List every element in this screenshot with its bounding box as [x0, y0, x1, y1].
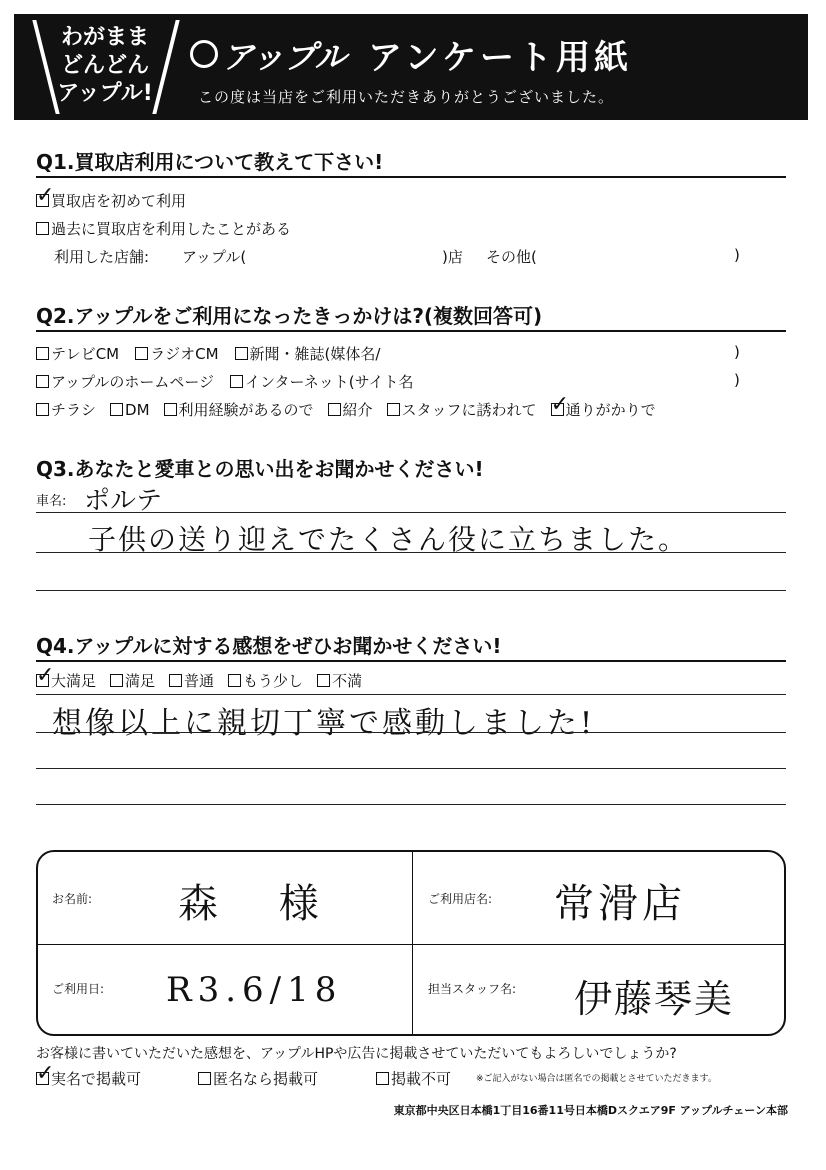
q4-line — [36, 768, 786, 769]
q2-option-label: スタッフに誘われて — [401, 401, 537, 419]
q4-option[interactable] — [36, 672, 96, 690]
info-divider-vertical — [412, 852, 413, 1034]
q2-option-label: インターネット(サイト名 — [245, 373, 414, 391]
checkbox-checked[interactable] — [36, 674, 49, 687]
q1-rule — [36, 176, 786, 178]
q2-option-label: DM — [125, 401, 150, 419]
checkbox-checked[interactable] — [36, 194, 49, 207]
q2-option[interactable] — [110, 401, 150, 419]
q2-option[interactable] — [235, 345, 381, 363]
apple-logo-icon — [190, 40, 218, 68]
consent-question: お客様に書いていただいた感想を、アップルHPや広告に掲載させていただいてもよろしいでしょうか? — [36, 1046, 677, 1062]
q3-line — [36, 512, 786, 513]
checkbox[interactable] — [110, 403, 123, 416]
checkbox-checked[interactable] — [36, 1072, 49, 1085]
q3-line — [36, 552, 786, 553]
q2-row-1-close: ) — [734, 343, 740, 361]
store-label: ご利用店名: — [428, 892, 493, 906]
q2-option[interactable] — [551, 401, 656, 419]
page-subtitle: この度は当店をご利用いただきありがとうございました。 — [198, 88, 615, 106]
consent-option[interactable] — [198, 1068, 318, 1089]
consent-option[interactable] — [376, 1068, 451, 1089]
checkbox[interactable] — [328, 403, 341, 416]
q1-option-label: 買取店を初めて利用 — [51, 192, 187, 210]
q4-line — [36, 804, 786, 805]
date-label: ご利用日: — [52, 982, 105, 996]
q4-options — [36, 670, 362, 691]
checkbox[interactable] — [36, 347, 49, 360]
consent-option-label: 匿名なら掲載可 — [213, 1070, 319, 1088]
q1-store-label: 利用した店舗: — [54, 248, 150, 266]
checkbox-checked[interactable] — [551, 403, 564, 416]
q4-rule — [36, 660, 786, 662]
q2-row-1 — [36, 343, 396, 364]
consent-option-label: 実名で掲載可 — [51, 1070, 142, 1088]
slogan — [50, 24, 160, 108]
checkbox[interactable] — [164, 403, 177, 416]
q1-store-other: その他( — [486, 248, 537, 266]
customer-name: 森 様 — [178, 881, 343, 927]
q2-option-label: ラジオCM — [150, 345, 219, 363]
q2-title: Q2.アップルをご利用になったきっかけは?(複数回答可) — [36, 304, 543, 328]
consent-note: ※ご記入がない場合は匿名での掲載とさせていただきます。 — [476, 1074, 717, 1084]
slogan-line: どんどん — [60, 53, 149, 78]
q1-option-label: 過去に買取店を利用したことがある — [51, 220, 292, 238]
q4-line — [36, 694, 786, 695]
checkbox[interactable] — [376, 1072, 389, 1085]
q4-option-label: もう少し — [243, 672, 304, 690]
checkbox[interactable] — [387, 403, 400, 416]
store-name: 常滑店 — [554, 881, 686, 927]
q4-line — [36, 732, 786, 733]
q2-option-label: 利用経験があるので — [178, 401, 314, 419]
checkbox[interactable] — [135, 347, 148, 360]
q2-option[interactable] — [36, 401, 96, 419]
q4-option-label: 大満足 — [51, 672, 97, 690]
checkbox[interactable] — [169, 674, 182, 687]
checkbox[interactable] — [230, 375, 243, 388]
q2-row-2-close: ) — [734, 371, 740, 389]
q4-option[interactable] — [110, 672, 155, 690]
checkbox[interactable] — [317, 674, 330, 687]
q2-option-label: 新聞・雑誌(媒体名/ — [249, 345, 381, 363]
q3-answer: 子供の送り迎えでたくさん役に立ちました。 — [88, 523, 689, 556]
q4-option[interactable] — [228, 672, 303, 690]
q2-row-2 — [36, 371, 430, 392]
brand-logo: アップル — [222, 38, 347, 76]
checkbox[interactable] — [36, 403, 49, 416]
page-title: アンケート用紙 — [368, 38, 632, 78]
q4-option-label: 不満 — [332, 672, 363, 690]
q2-option-label: 紹介 — [342, 401, 373, 419]
info-divider-horizontal — [38, 944, 784, 945]
q2-option[interactable] — [164, 401, 314, 419]
q4-option-label: 満足 — [125, 672, 156, 690]
q4-answer: 想像以上に親切丁寧で感動しました! — [52, 706, 596, 741]
slogan-line: アップル! — [57, 81, 153, 106]
q2-option[interactable] — [36, 373, 214, 391]
q2-option-label: 通りがかりで — [565, 401, 656, 419]
q1-option[interactable] — [36, 190, 186, 211]
q2-option-label: テレビCM — [51, 345, 120, 363]
q4-title: Q4.アップルに対する感想をぜひお聞かせください! — [36, 634, 502, 658]
q3-title: Q3.あなたと愛車との思い出をお聞かせください! — [36, 457, 484, 481]
q4-option[interactable] — [169, 672, 214, 690]
q4-option-label: 普通 — [184, 672, 215, 690]
q1-paren-close: ) — [734, 246, 740, 264]
slogan-line: わがまま — [60, 25, 149, 50]
q1-option[interactable] — [36, 218, 291, 239]
q3-line — [36, 590, 786, 591]
q1-store-close: )店 — [442, 248, 463, 266]
q4-option[interactable] — [317, 672, 362, 690]
consent-option[interactable] — [36, 1068, 141, 1089]
q2-option-label: アップルのホームページ — [51, 373, 215, 391]
q2-option[interactable] — [36, 345, 119, 363]
q3-car-label: 車名: — [36, 494, 67, 509]
checkbox[interactable] — [228, 674, 241, 687]
q2-option[interactable] — [230, 373, 413, 391]
visit-date: R3.6/18 — [166, 970, 343, 1010]
q2-rule — [36, 330, 786, 332]
q2-row-3 — [36, 399, 656, 420]
checkbox[interactable] — [36, 222, 49, 235]
q2-option[interactable] — [387, 401, 537, 419]
company-address: 東京都中央区日本橋1丁目16番11号日本橋Dスクエア9F アップルチェーン本部 — [393, 1104, 788, 1117]
name-label: お名前: — [52, 892, 93, 906]
q2-option-label: チラシ — [51, 401, 97, 419]
checkbox[interactable] — [235, 347, 248, 360]
q2-option[interactable] — [135, 345, 218, 363]
consent-option-label: 掲載不可 — [391, 1070, 452, 1088]
header-banner — [14, 14, 808, 120]
q1-store-apple: アップル( — [182, 248, 247, 266]
q3-car-name: ポルテ — [84, 486, 163, 516]
staff-name: 伊藤琴美 — [574, 977, 735, 1021]
checkbox[interactable] — [36, 375, 49, 388]
q2-option[interactable] — [328, 401, 373, 419]
customer-info-box — [36, 850, 786, 1036]
checkbox[interactable] — [110, 674, 123, 687]
checkbox[interactable] — [198, 1072, 211, 1085]
q1-title: Q1.買取店利用について教えて下さい! — [36, 150, 384, 174]
staff-label: 担当スタッフ名: — [428, 982, 517, 996]
